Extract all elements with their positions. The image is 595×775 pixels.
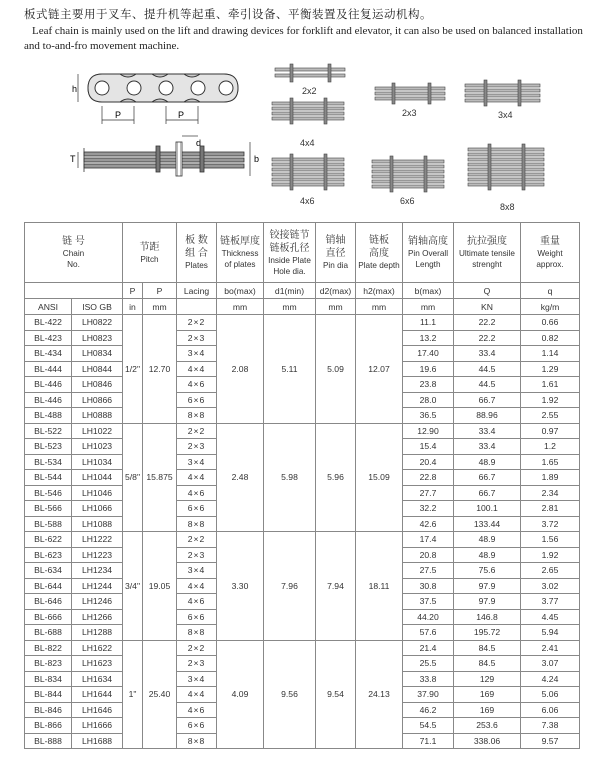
cell-weight: 0.97: [521, 423, 580, 439]
cell-weight: 0.66: [521, 315, 580, 331]
cell-strength: 97.9: [454, 594, 521, 610]
cell-strength: 146.8: [454, 609, 521, 625]
header-unit-kgm: kg/m: [521, 299, 580, 315]
header-unit-mm5: mm: [356, 299, 403, 315]
cell-ansi: BL-666: [25, 609, 72, 625]
cell-strength: 66.7: [454, 470, 521, 486]
cell-pin-length: 13.2: [403, 330, 454, 346]
header-unit-kn: KN: [454, 299, 521, 315]
cell-ansi: BL-534: [25, 454, 72, 470]
cell-strength: 22.2: [454, 330, 521, 346]
cell-ansi: BL-646: [25, 594, 72, 610]
cell-weight: 2.65: [521, 563, 580, 579]
cell-iso: LH1266: [72, 609, 123, 625]
cell-strength: 88.96: [454, 408, 521, 424]
cell-pin-length: 30.8: [403, 578, 454, 594]
header-plates: 板 数 组 合 Plates: [177, 223, 217, 283]
cell-weight: 1.92: [521, 547, 580, 563]
cell-strength: 44.5: [454, 377, 521, 393]
cell-pitch-in: 5/8": [123, 423, 143, 532]
cell-weight: 2.81: [521, 501, 580, 517]
cell-ansi: BL-522: [25, 423, 72, 439]
cell-pin-length: 17.4: [403, 532, 454, 548]
cell-iso: LH1623: [72, 656, 123, 672]
cell-ansi: BL-446: [25, 377, 72, 393]
cell-strength: 97.9: [454, 578, 521, 594]
cell-iso: LH1088: [72, 516, 123, 532]
header-unit-mm4: mm: [316, 299, 356, 315]
cell-pitch-mm: 19.05: [143, 532, 177, 641]
cell-lacing: 4×4: [177, 687, 217, 703]
header-lacing: Lacing: [177, 283, 217, 299]
cell-pin-dia: 5.09: [316, 315, 356, 424]
intro-english: Leaf chain is mainly used on the lift and drawing devices for forklift and elevator, it can also be used on balanced installation and to-and-fro movement machine.: [24, 25, 583, 52]
cell-pin-length: 57.6: [403, 625, 454, 641]
cell-strength: 84.5: [454, 640, 521, 656]
header-thickness: 链板厚度 Thickness of plates: [217, 223, 264, 283]
cell-lacing: 6×6: [177, 718, 217, 734]
cell-lacing: 4×6: [177, 485, 217, 501]
cell-weight: 3.72: [521, 516, 580, 532]
cell-lacing: 2×2: [177, 640, 217, 656]
cell-lacing: 2×3: [177, 656, 217, 672]
header-h2: h2(max): [356, 283, 403, 299]
cell-plate-depth: 15.09: [356, 423, 403, 532]
cell-hole-dia: 9.56: [264, 640, 316, 749]
cell-strength: 33.4: [454, 423, 521, 439]
cell-strength: 66.7: [454, 485, 521, 501]
cell-pin-length: 32.2: [403, 501, 454, 517]
caption-6x6: 6x6: [400, 196, 415, 206]
cell-weight: 3.77: [521, 594, 580, 610]
cell-lacing: 2×3: [177, 330, 217, 346]
cell-ansi: BL-434: [25, 346, 72, 362]
chain-figures: [0, 62, 595, 222]
cell-pitch-mm: 12.70: [143, 315, 177, 424]
cell-iso: LH1044: [72, 470, 123, 486]
cell-ansi: BL-834: [25, 671, 72, 687]
cell-pin-length: 23.8: [403, 377, 454, 393]
caption-4x6: 4x6: [300, 196, 315, 206]
cell-pitch-in: 3/4": [123, 532, 143, 641]
cell-lacing: 2×2: [177, 423, 217, 439]
cell-weight: 1.2: [521, 439, 580, 455]
leaf-chain-spec-table: [24, 222, 580, 749]
cell-ansi: BL-866: [25, 718, 72, 734]
cell-lacing: 8×8: [177, 408, 217, 424]
label-b: b: [254, 154, 260, 164]
chain-side-view: [88, 74, 238, 102]
cell-lacing: 6×6: [177, 392, 217, 408]
cell-iso: LH1023: [72, 439, 123, 455]
cell-iso: LH1646: [72, 702, 123, 718]
header-d2: d2(max): [316, 283, 356, 299]
cell-pin-length: 15.4: [403, 439, 454, 455]
cell-pin-dia: 7.94: [316, 532, 356, 641]
cell-strength: 75.6: [454, 563, 521, 579]
cell-iso: LH1288: [72, 625, 123, 641]
lacing-4x4-drawing: [272, 98, 344, 124]
cell-pin-length: 17.40: [403, 346, 454, 362]
intro-chinese: 板式链主要用于叉车、提升机等起重、牵引设备、平衡装置及往复运动机构。: [24, 7, 432, 21]
cell-iso: LH1223: [72, 547, 123, 563]
cell-iso: LH1622: [72, 640, 123, 656]
cell-weight: 2.55: [521, 408, 580, 424]
cell-pin-dia: 9.54: [316, 640, 356, 749]
header-strength: 抗拉强度 Ultimate tensile strenght: [454, 223, 521, 283]
label-h: h: [72, 84, 78, 94]
cell-weight: 3.02: [521, 578, 580, 594]
cell-ansi: BL-422: [25, 315, 72, 331]
label-d: d: [196, 138, 202, 148]
cell-plate-depth: 12.07: [356, 315, 403, 424]
header-isogb: ISO GB: [72, 299, 123, 315]
cell-weight: 4.45: [521, 609, 580, 625]
cell-ansi: BL-444: [25, 361, 72, 377]
cell-strength: 338.06: [454, 733, 521, 749]
cell-weight: 1.89: [521, 470, 580, 486]
cell-pin-length: 36.5: [403, 408, 454, 424]
cell-thickness: 3.30: [217, 532, 264, 641]
header-length: 销轴高度 Pin Overall Length: [403, 223, 454, 283]
cell-ansi: BL-523: [25, 439, 72, 455]
cell-ansi: BL-846: [25, 702, 72, 718]
cell-weight: 1.29: [521, 361, 580, 377]
cell-weight: 7.38: [521, 718, 580, 734]
caption-2x3: 2x3: [402, 108, 417, 118]
label-t: T: [70, 154, 76, 164]
cell-ansi: BL-844: [25, 687, 72, 703]
header-unit-mm6: mm: [403, 299, 454, 315]
cell-weight: 1.92: [521, 392, 580, 408]
cell-ansi: BL-822: [25, 640, 72, 656]
cell-weight: 0.82: [521, 330, 580, 346]
cell-strength: 169: [454, 702, 521, 718]
cell-ansi: BL-644: [25, 578, 72, 594]
cell-strength: 169: [454, 687, 521, 703]
cell-ansi: BL-423: [25, 330, 72, 346]
cell-lacing: 2×2: [177, 315, 217, 331]
cell-ansi: BL-446: [25, 392, 72, 408]
header-pin: 销轴 直径 Pin dia: [316, 223, 356, 283]
cell-lacing: 4×6: [177, 594, 217, 610]
cell-iso: LH0888: [72, 408, 123, 424]
cell-ansi: BL-823: [25, 656, 72, 672]
lacing-3x4-drawing: [465, 80, 540, 106]
cell-pitch-in: 1/2": [123, 315, 143, 424]
cell-iso: LH1244: [72, 578, 123, 594]
header-chain: 链 号 Chain No.: [25, 223, 123, 283]
cell-pin-length: 33.8: [403, 671, 454, 687]
lacing-2x3-drawing: [375, 83, 445, 104]
cell-strength: 84.5: [454, 656, 521, 672]
cell-hole-dia: 5.11: [264, 315, 316, 424]
cell-pin-length: 42.6: [403, 516, 454, 532]
cell-ansi: BL-634: [25, 563, 72, 579]
cell-lacing: 4×6: [177, 702, 217, 718]
spec-table-body: [25, 315, 580, 749]
cell-pitch-mm: 25.40: [143, 640, 177, 749]
cell-pin-length: 22.8: [403, 470, 454, 486]
table-row: [25, 315, 580, 331]
cell-iso: LH1688: [72, 733, 123, 749]
header-ansi: ANSI: [25, 299, 72, 315]
cell-thickness: 4.09: [217, 640, 264, 749]
cell-pitch-in: 1": [123, 640, 143, 749]
cell-strength: 22.2: [454, 315, 521, 331]
header-unit-mm1: mm: [143, 299, 177, 315]
cell-pin-length: 11.1: [403, 315, 454, 331]
cell-lacing: 8×8: [177, 733, 217, 749]
cell-lacing: 6×6: [177, 609, 217, 625]
cell-strength: 48.9: [454, 547, 521, 563]
caption-3x4: 3x4: [498, 110, 513, 120]
cell-strength: 33.4: [454, 439, 521, 455]
cell-strength: 253.6: [454, 718, 521, 734]
cell-thickness: 2.08: [217, 315, 264, 424]
caption-2x2: 2x2: [302, 86, 317, 96]
cell-pitch-mm: 15.875: [143, 423, 177, 532]
cell-weight: 9.57: [521, 733, 580, 749]
header-unit-in: in: [123, 299, 143, 315]
table-row: [25, 423, 580, 439]
cell-pin-length: 27.7: [403, 485, 454, 501]
label-p1: P: [115, 110, 122, 120]
header-weight: 重量 Weight approx.: [521, 223, 580, 283]
cell-iso: LH0866: [72, 392, 123, 408]
cell-lacing: 4×6: [177, 377, 217, 393]
cell-pin-length: 27.5: [403, 563, 454, 579]
cell-iso: LH0823: [72, 330, 123, 346]
cell-iso: LH0834: [72, 346, 123, 362]
cell-iso: LH1034: [72, 454, 123, 470]
cell-pin-length: 37.5: [403, 594, 454, 610]
cell-ansi: BL-488: [25, 408, 72, 424]
lacing-2x2-drawing: [275, 64, 345, 82]
chain-top-view: [84, 142, 244, 176]
cell-strength: 33.4: [454, 346, 521, 362]
header-unit-blank: [177, 299, 217, 315]
cell-ansi: BL-688: [25, 625, 72, 641]
cell-weight: 1.14: [521, 346, 580, 362]
cell-iso: LH1634: [72, 671, 123, 687]
cell-strength: 195.72: [454, 625, 521, 641]
cell-weight: 1.56: [521, 532, 580, 548]
header-q1: Q: [454, 283, 521, 299]
cell-lacing: 6×6: [177, 501, 217, 517]
header-q2: q: [521, 283, 580, 299]
cell-iso: LH0822: [72, 315, 123, 331]
cell-weight: 2.34: [521, 485, 580, 501]
header-d1: d1(min): [264, 283, 316, 299]
cell-pin-length: 20.8: [403, 547, 454, 563]
intro: [24, 6, 584, 54]
cell-pin-length: 20.4: [403, 454, 454, 470]
cell-hole-dia: 5.98: [264, 423, 316, 532]
cell-weight: 3.07: [521, 656, 580, 672]
cell-ansi: BL-544: [25, 470, 72, 486]
header-p2: P: [143, 283, 177, 299]
cell-thickness: 2.48: [217, 423, 264, 532]
header-p1: P: [123, 283, 143, 299]
cell-strength: 66.7: [454, 392, 521, 408]
cell-lacing: 3×4: [177, 671, 217, 687]
cell-weight: 1.65: [521, 454, 580, 470]
cell-strength: 48.9: [454, 532, 521, 548]
cell-plate-depth: 18.11: [356, 532, 403, 641]
cell-iso: LH1246: [72, 594, 123, 610]
header-bmax: b(max): [403, 283, 454, 299]
cell-pin-length: 37.90: [403, 687, 454, 703]
cell-strength: 133.44: [454, 516, 521, 532]
cell-pin-length: 21.4: [403, 640, 454, 656]
chain-drawings: [0, 62, 595, 222]
lacing-8x8-drawing: [468, 144, 544, 190]
cell-lacing: 8×8: [177, 516, 217, 532]
caption-8x8: 8x8: [500, 202, 515, 212]
cell-hole-dia: 7.96: [264, 532, 316, 641]
cell-ansi: BL-622: [25, 532, 72, 548]
cell-pin-length: 19.6: [403, 361, 454, 377]
cell-iso: LH0846: [72, 377, 123, 393]
label-p2: P: [178, 110, 185, 120]
cell-iso: LH1046: [72, 485, 123, 501]
header-chain-blank: [25, 283, 123, 299]
cell-iso: LH0844: [72, 361, 123, 377]
header-bo: bo(max): [217, 283, 264, 299]
cell-ansi: BL-623: [25, 547, 72, 563]
header-unit-mm3: mm: [264, 299, 316, 315]
cell-weight: 6.06: [521, 702, 580, 718]
cell-ansi: BL-546: [25, 485, 72, 501]
cell-pin-length: 25.5: [403, 656, 454, 672]
cell-lacing: 3×4: [177, 563, 217, 579]
cell-lacing: 2×2: [177, 532, 217, 548]
header-unit-mm2: mm: [217, 299, 264, 315]
cell-iso: LH1222: [72, 532, 123, 548]
cell-lacing: 4×4: [177, 361, 217, 377]
cell-ansi: BL-566: [25, 501, 72, 517]
cell-pin-length: 12.90: [403, 423, 454, 439]
cell-pin-length: 54.5: [403, 718, 454, 734]
cell-strength: 129: [454, 671, 521, 687]
cell-pin-length: 28.0: [403, 392, 454, 408]
cell-weight: 2.41: [521, 640, 580, 656]
cell-weight: 5.94: [521, 625, 580, 641]
cell-lacing: 4×4: [177, 578, 217, 594]
cell-iso: LH1066: [72, 501, 123, 517]
lacing-6x6-drawing: [372, 156, 444, 192]
cell-ansi: BL-588: [25, 516, 72, 532]
cell-lacing: 4×4: [177, 470, 217, 486]
cell-lacing: 3×4: [177, 454, 217, 470]
cell-ansi: BL-888: [25, 733, 72, 749]
cell-pin-length: 44.20: [403, 609, 454, 625]
cell-lacing: 3×4: [177, 346, 217, 362]
cell-weight: 4.24: [521, 671, 580, 687]
cell-plate-depth: 24.13: [356, 640, 403, 749]
header-hole: 铰接链节 链板孔径 Inside Plate Hole dia.: [264, 223, 316, 283]
caption-4x4: 4x4: [300, 138, 315, 148]
header-pitch: 节距 Pitch: [123, 223, 177, 283]
header-depth: 链板 高度 Plate depth: [356, 223, 403, 283]
table-row: [25, 640, 580, 656]
cell-weight: 1.61: [521, 377, 580, 393]
cell-lacing: 8×8: [177, 625, 217, 641]
cell-lacing: 2×3: [177, 439, 217, 455]
cell-weight: 5.06: [521, 687, 580, 703]
cell-lacing: 2×3: [177, 547, 217, 563]
cell-iso: LH1234: [72, 563, 123, 579]
lacing-4x6-drawing: [272, 154, 344, 190]
cell-strength: 100.1: [454, 501, 521, 517]
cell-iso: LH1644: [72, 687, 123, 703]
cell-iso: LH1666: [72, 718, 123, 734]
cell-strength: 44.5: [454, 361, 521, 377]
cell-strength: 48.9: [454, 454, 521, 470]
table-row: [25, 532, 580, 548]
cell-pin-length: 71.1: [403, 733, 454, 749]
cell-pin-dia: 5.96: [316, 423, 356, 532]
cell-iso: LH1022: [72, 423, 123, 439]
cell-pin-length: 46.2: [403, 702, 454, 718]
